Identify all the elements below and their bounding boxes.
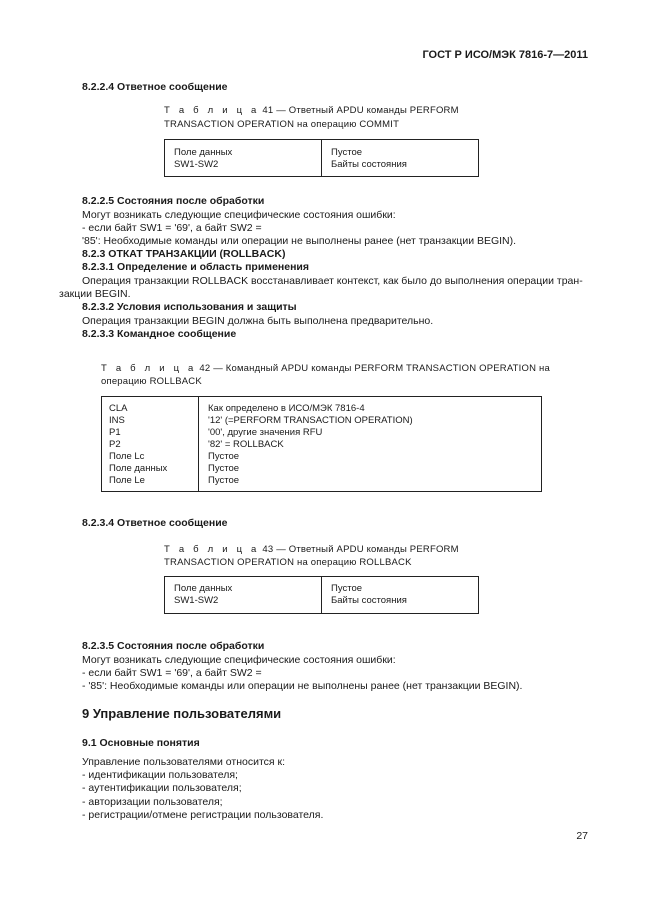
table-42-cell: Поле данных — [109, 463, 168, 474]
table-41-cell: SW1-SW2 — [174, 159, 219, 170]
table-43-cell: Пустое — [331, 583, 363, 594]
table-42-cell: Пустое — [208, 463, 240, 474]
table-42-cell: INS — [109, 415, 125, 426]
table-42-cell: Пустое — [208, 451, 240, 462]
table-41-cell: Байты состояния — [331, 159, 407, 170]
table-42-caption-text: 42 — Командный APDU команды PERFORM TRANSACTION OPERATION на — [199, 363, 550, 374]
table-43-caption-line2: TRANSACTION OPERATION на операцию ROLLBACK — [164, 557, 412, 568]
table-42-cell: Как определено в ИСО/МЭК 7816-4 — [208, 403, 365, 414]
table-42-caption-line2: операцию ROLLBACK — [101, 376, 202, 387]
table-42-caption-line1 — [101, 363, 550, 374]
document-standard-header: ГОСТ Р ИСО/МЭК 7816-7—2011 — [422, 49, 588, 61]
table-42-cell: '12' (=PERFORM TRANSACTION OPERATION) — [208, 415, 413, 426]
section-91-line: - авторизации пользователя; — [82, 796, 223, 808]
table-43-cell: Поле данных — [174, 583, 233, 594]
section-8225-line: - если байт SW1 = '69', а байт SW2 = — [82, 222, 262, 234]
section-8225-line: Могут возникать следующие специфические состояния ошибки: — [82, 209, 396, 221]
chapter-9-title: 9 Управление пользователями — [82, 706, 282, 721]
section-91-title: 9.1 Основные понятия — [82, 737, 200, 749]
table-42 — [101, 396, 542, 492]
table-43-caption-word: Т а б л и ц а — [164, 544, 260, 555]
table-43-caption-line1 — [164, 544, 459, 555]
table-42-cell: Пустое — [208, 475, 240, 486]
section-91-line: - регистрации/отмене регистрации пользователя. — [82, 809, 324, 821]
section-8233-title: 8.2.3.3 Командное сообщение — [82, 328, 237, 340]
table-42-cell: '82' = ROLLBACK — [208, 439, 284, 450]
page-number: 27 — [576, 830, 588, 842]
section-8235-line: - если байт SW1 = '69', а байт SW2 = — [82, 667, 262, 679]
table-41-caption-word: Т а б л и ц а — [164, 105, 260, 116]
section-91-line: - аутентификации пользователя; — [82, 782, 242, 794]
table-41-caption-line2: TRANSACTION OPERATION на операцию COMMIT — [164, 119, 400, 130]
section-91-line: - идентификации пользователя; — [82, 769, 238, 781]
section-8225-title: 8.2.2.5 Состояния после обработки — [82, 195, 265, 207]
section-8231-title: 8.2.3.1 Определение и область применения — [82, 261, 310, 273]
section-8232-title: 8.2.3.2 Условия использования и защиты — [82, 301, 297, 313]
section-8235-line: Могут возникать следующие специфические состояния ошибки: — [82, 654, 396, 666]
section-8224-title: 8.2.2.4 Ответное сообщение — [82, 81, 228, 93]
section-8231-line1: Операция транзакции ROLLBACK восстанавливает контекст, как было до выполнения операции тран- — [82, 275, 583, 287]
section-8231-line2: закции BEGIN. — [59, 288, 131, 300]
table-43-cell: SW1-SW2 — [174, 595, 219, 606]
section-8232-line1: Операция транзакции BEGIN должна быть выполнена предварительно. — [82, 315, 434, 327]
table-42-cell: P1 — [109, 427, 121, 438]
section-8234-title: 8.2.3.4 Ответное сообщение — [82, 517, 228, 529]
table-42-cell: P2 — [109, 439, 121, 450]
table-43-caption-text: 43 — Ответный APDU команды PERFORM — [262, 544, 459, 555]
section-823-title: 8.2.3 ОТКАТ ТРАНЗАКЦИИ (ROLLBACK) — [82, 248, 286, 260]
section-8235-line: - '85': Необходимые команды или операции не выполнены ранее (нет транзакции BEGIN). — [82, 680, 523, 692]
table-42-caption-word: Т а б л и ц а — [101, 363, 197, 374]
section-8225-line: '85': Необходимые команды или операции не выполнены ранее (нет транзакции BEGIN). — [82, 235, 517, 247]
table-43-cell: Байты состояния — [331, 595, 407, 606]
section-91-line: Управление пользователями относится к: — [82, 756, 286, 768]
table-43 — [164, 576, 479, 614]
table-42-cell: Поле Lc — [109, 451, 145, 462]
table-41 — [164, 139, 479, 177]
table-42-cell: '00', другие значения RFU — [208, 427, 323, 438]
table-42-cell: CLA — [109, 403, 128, 414]
table-41-caption-text: 41 — Ответный APDU команды PERFORM — [262, 105, 459, 116]
section-8235-title: 8.2.3.5 Состояния после обработки — [82, 640, 265, 652]
table-41-caption-line1 — [164, 105, 459, 116]
table-41-cell: Пустое — [331, 147, 363, 158]
table-42-cell: Поле Le — [109, 475, 145, 486]
table-41-cell: Поле данных — [174, 147, 233, 158]
